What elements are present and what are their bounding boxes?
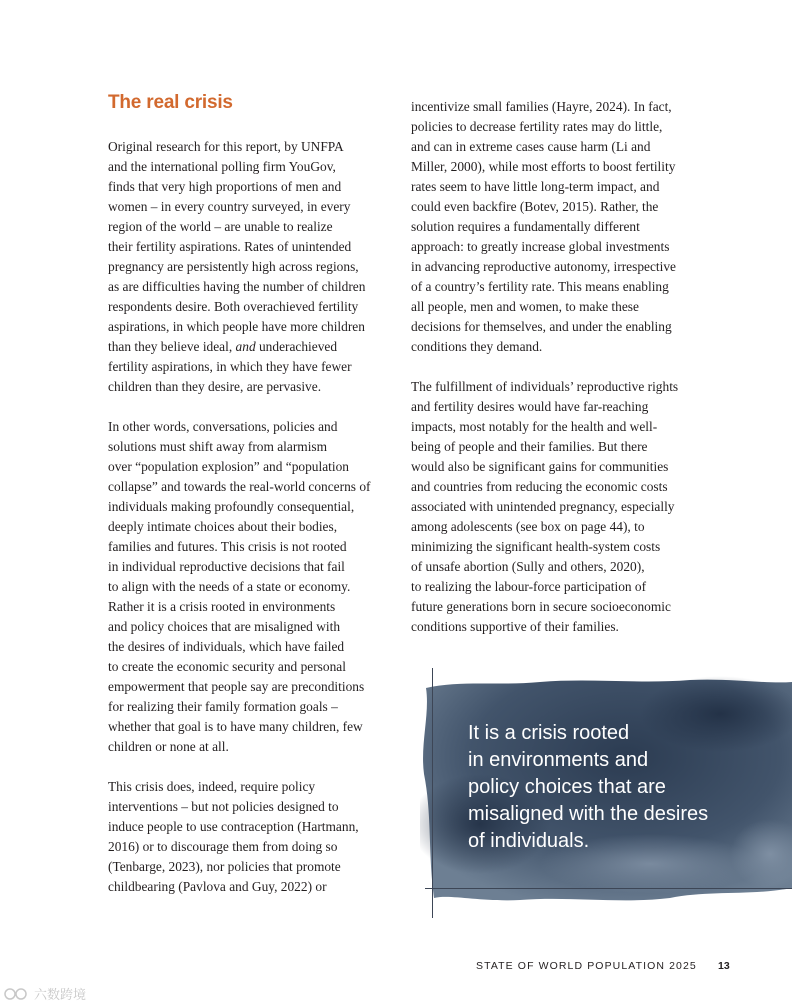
text-line: In other words, conversations, policies and	[108, 419, 338, 434]
text-line: induce people to use contraception (Hartmann,	[108, 819, 359, 834]
text-line: whether that goal is to have many children, few	[108, 719, 363, 734]
text-line: and can in extreme cases cause harm (Li and	[411, 139, 651, 154]
text-line: respondents desire. Both overachieved fertility	[108, 299, 359, 314]
text-line: all people, men and women, to make these	[411, 299, 639, 314]
pull-quote-line: It is a crisis rooted	[468, 722, 630, 744]
paragraph-gap	[411, 357, 701, 377]
text-line: incentivize small families (Hayre, 2024). In fact,	[411, 99, 672, 114]
text-line: and fertility desires would have far-reaching	[411, 399, 649, 414]
text-line: to realizing the labour-force participation of	[411, 579, 647, 594]
text-line: in advancing reproductive autonomy, irrespective	[411, 259, 676, 274]
text-line: future generations born in secure socioeconomic	[411, 599, 671, 614]
watermark-text: 六数跨境	[34, 987, 87, 1002]
text-line: and the international polling firm YouGov,	[108, 159, 336, 174]
text-line: conditions supportive of their families.	[411, 619, 619, 634]
text-line: and countries from reducing the economic costs	[411, 479, 668, 494]
pull-quote-line: misaligned with the desires	[468, 803, 709, 825]
text-line	[108, 337, 393, 357]
pull-quote-line: in environments and	[468, 749, 649, 771]
text-line: Original research for this report, by UNFPA	[108, 139, 344, 154]
text-line: among adolescents (see box on page 44), to	[411, 519, 645, 534]
text-line: childbearing (Pavlova and Guy, 2022) or	[108, 879, 327, 894]
text-line: their fertility aspirations. Rates of unintended	[108, 239, 352, 254]
pull-quote-line: policy choices that are	[468, 776, 666, 798]
text-line: could even backfire (Botev, 2015). Rather, the	[411, 199, 659, 214]
text-line: The fulfillment of individuals’ reproductive rights	[411, 379, 679, 394]
text-line: the desires of individuals, which have failed	[108, 639, 345, 654]
text-line: This crisis does, indeed, require policy	[108, 779, 316, 794]
text-line: empowerment that people say are preconditions	[108, 679, 365, 694]
text-line: minimizing the significant health-system costs	[411, 539, 661, 554]
text-line: conditions they demand.	[411, 339, 543, 354]
text-line: Miller, 2000), while most efforts to boost fertility	[411, 159, 676, 174]
text-line: children than they desire, are pervasive.	[108, 379, 322, 394]
paragraph-gap	[108, 757, 393, 777]
text-line: in individual reproductive decisions that fail	[108, 559, 345, 574]
text-line: deeply intimate choices about their bodies,	[108, 519, 338, 534]
watermark	[4, 984, 86, 1003]
text-line: solutions must shift away from alarmism	[108, 439, 328, 454]
text-line: for realizing their family formation goals –	[108, 699, 338, 714]
text-line: families and futures. This crisis is not rooted	[108, 539, 347, 554]
pull-quote-horizontal-rule	[425, 888, 792, 889]
text-line: region of the world – are unable to realize	[108, 219, 333, 234]
text-line: to align with the needs of a state or economy.	[108, 579, 351, 594]
text-line: pregnancy are persistently high across regions,	[108, 259, 359, 274]
emphasis-text: and	[235, 339, 256, 354]
text-line: aspirations, in which people have more children	[108, 319, 365, 334]
pull-quote-text	[468, 720, 768, 855]
left-text-column	[108, 137, 393, 897]
watermark-logo-icon	[4, 987, 30, 1001]
text-segment: than they believe ideal,	[108, 339, 236, 354]
text-line: women – in every country surveyed, in every	[108, 199, 351, 214]
text-line: of a country’s fertility rate. This means enabling	[411, 279, 669, 294]
text-line: and policy choices that are misaligned with	[108, 619, 341, 634]
text-line: finds that very high proportions of men and	[108, 179, 342, 194]
text-line: children or none at all.	[108, 739, 229, 754]
text-line: Rather it is a crisis rooted in environments	[108, 599, 336, 614]
text-line: interventions – but not policies designed to	[108, 799, 339, 814]
right-text-column	[411, 97, 701, 637]
text-line: collapse” and towards the real-world concerns of	[108, 479, 371, 494]
section-heading: The real crisis	[108, 92, 233, 113]
text-line: as are difficulties having the number of children	[108, 279, 366, 294]
text-line: associated with unintended pregnancy, especially	[411, 499, 675, 514]
page-number: 13	[718, 960, 730, 972]
pull-quote-line: of individuals.	[468, 830, 590, 852]
text-line: solution requires a fundamentally different	[411, 219, 640, 234]
text-line: impacts, most notably for the health and well-	[411, 419, 658, 434]
text-line: fertility aspirations, in which they have fewer	[108, 359, 352, 374]
text-line: rates seem to have little long-term impact, and	[411, 179, 660, 194]
paragraph-gap	[108, 397, 393, 417]
text-line: 2016) or to discourage them from doing so	[108, 839, 338, 854]
footer-publication-title: STATE OF WORLD POPULATION 2025	[476, 960, 697, 972]
text-line: of unsafe abortion (Sully and others, 2020),	[411, 559, 645, 574]
text-segment: underachieved	[255, 339, 338, 354]
pull-quote-vertical-rule	[432, 668, 433, 918]
text-line: would also be significant gains for communities	[411, 459, 669, 474]
text-line: individuals making profoundly consequential,	[108, 499, 355, 514]
text-line: policies to decrease fertility rates may do little,	[411, 119, 663, 134]
text-line: over “population explosion” and “population	[108, 459, 349, 474]
text-line: decisions for themselves, and under the enabling	[411, 319, 672, 334]
text-line: being of people and their families. But there	[411, 439, 648, 454]
text-line: (Tenbarge, 2023), nor policies that promote	[108, 859, 341, 874]
text-line: approach: to greatly increase global investments	[411, 239, 670, 254]
text-line: to create the economic security and personal	[108, 659, 346, 674]
